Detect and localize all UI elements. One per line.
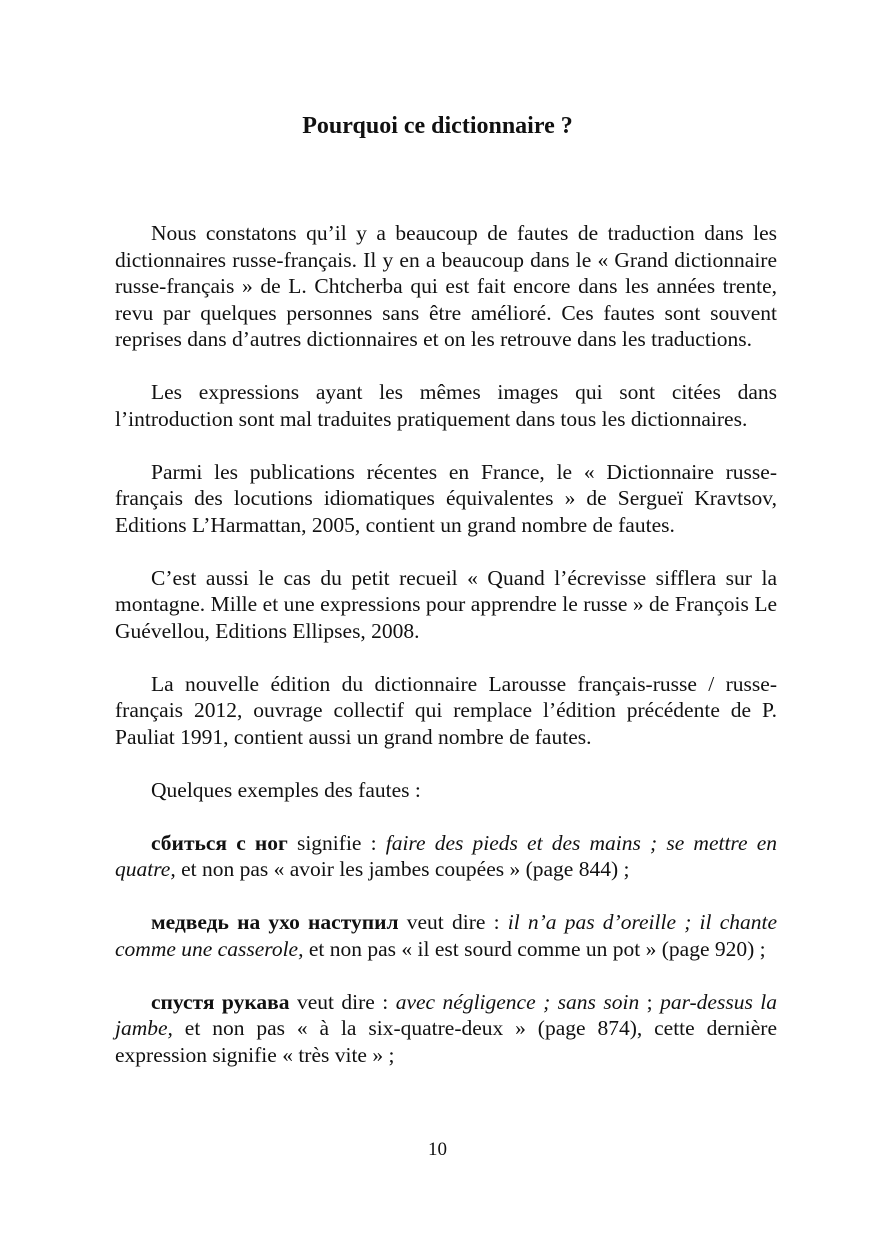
paragraph-2: Les expressions ayant les mêmes images qui sont citées dans l’introduction sont mal traduites pratiquement dans tous les dictionnaires. — [115, 380, 777, 431]
example-term: спустя рукава — [151, 989, 290, 1014]
paragraph-3: Parmi les publications récentes en France, le « Dictionnaire russe-français des locutions idiomatiques équivalentes » de Sergueï Kravtsov, Editions L’Harmattan, 2005, contient un grand nombre de fautes. — [115, 459, 777, 537]
example-term: сбиться с ног — [151, 830, 288, 855]
example-1 — [115, 830, 777, 883]
example-3 — [115, 989, 777, 1069]
example-term: медведь на ухо наступил — [151, 910, 399, 934]
example-meaning: il n’a pas d’oreille ; il chante comme une casserole, — [115, 910, 777, 961]
example-rest: et non pas « avoir les jambes coupées » (page 844) ; — [175, 857, 630, 881]
body-text — [115, 220, 777, 1068]
example-rest: et non pas « il est sourd comme un pot » (page 920) ; — [303, 936, 766, 961]
paragraph-6: Quelques exemples des fautes : — [151, 777, 421, 802]
page-title: Pourquoi ce dictionnaire ? — [302, 113, 573, 139]
example-separator: ; — [639, 989, 661, 1014]
example-meaning-2: par-dessus la jambe, — [115, 989, 777, 1040]
example-2 — [115, 909, 777, 962]
example-verb: veut dire : — [398, 910, 508, 934]
paragraph-4: C’est aussi le cas du petit recueil « Quand l’écrevisse sifflera sur la montagne. Mille et une expressions pour apprendre le russe » de François Le Guévellou, Editions Ellipses, 2008. — [115, 565, 777, 643]
example-verb: veut dire : — [289, 989, 396, 1014]
page-number: 10 — [428, 1139, 447, 1160]
paragraph-5: La nouvelle édition du dictionnaire Larousse français-russe / russe-français 2012, ouvrage collectif qui remplace l’édition précédente de P. Pauliat 1991, contient aussi un grand nombre de fautes. — [115, 671, 777, 749]
example-meaning: avec négligence ; sans soin — [395, 989, 640, 1014]
example-verb: signifie : — [287, 830, 386, 855]
paragraph-1: Nous constatons qu’il y a beaucoup de fautes de traduction dans les dictionnaires russe-français. Il y en a beaucoup dans le « Grand dictionnaire russe-français » de L. Chtcherba qui est fait encore dans les années trente, revu par quelques personnes sans être amélioré. Ces fautes sont souvent reprises dans d’autres dictionnaires et on les retrouve dans les traductions. — [115, 221, 777, 351]
example-rest: et non pas « à la six-quatre-deux » (page 874), cette dernière expression signifie « très vite » ; — [115, 1016, 777, 1067]
example-meaning: faire des pieds et des mains ; se mettre en quatre, — [115, 830, 777, 881]
